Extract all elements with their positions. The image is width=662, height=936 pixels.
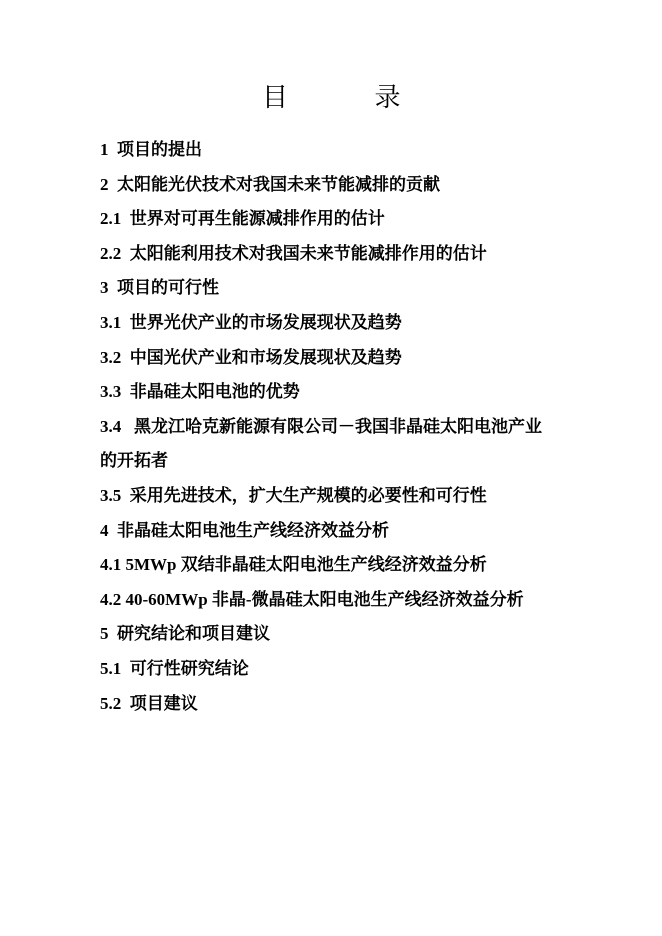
page-title: 目 录 <box>262 83 401 112</box>
toc-entry: 5.2 项目建议 <box>100 693 198 713</box>
toc-entry: 3.1 世界光伏产业的市场发展现状及趋势 <box>100 312 402 332</box>
toc-entry: 3 项目的可行性 <box>100 278 219 298</box>
toc-entry: 2 太阳能光伏技术对我国未来节能减排的贡献 <box>100 174 440 194</box>
toc-entry: 3.5 采用先进技术，扩大生产规模的必要性和可行性 <box>100 485 487 505</box>
toc-entry: 4 非晶硅太阳电池生产线经济效益分析 <box>100 520 389 540</box>
toc-entry: 5.1 可行性研究结论 <box>100 658 249 678</box>
toc-entry: 1 项目的提出 <box>100 140 202 159</box>
toc-entry: 2.1 世界对可再生能源减排作用的估计 <box>100 209 385 229</box>
toc-entry: 3.4 黑龙江哈克新能源有限公司－我国非晶硅太阳电池产业 <box>100 416 542 436</box>
toc-entry: 3.3 非晶硅太阳电池的优势 <box>100 382 300 402</box>
toc-entry: 3.2 中国光伏产业和市场发展现状及趋势 <box>100 347 402 367</box>
toc-entry: 5 研究结论和项目建议 <box>100 624 270 644</box>
toc-entry: 4.2 40-60MWp 非晶-微晶硅太阳电池生产线经济效益分析 <box>100 589 524 609</box>
toc-entry-continuation: 的开拓者 <box>100 451 168 471</box>
toc-entry: 4.1 5MWp 双结非晶硅太阳电池生产线经济效益分析 <box>100 555 487 575</box>
toc-entry: 2.2 太阳能利用技术对我国未来节能减排作用的估计 <box>100 243 487 263</box>
table-of-contents <box>100 133 600 721</box>
